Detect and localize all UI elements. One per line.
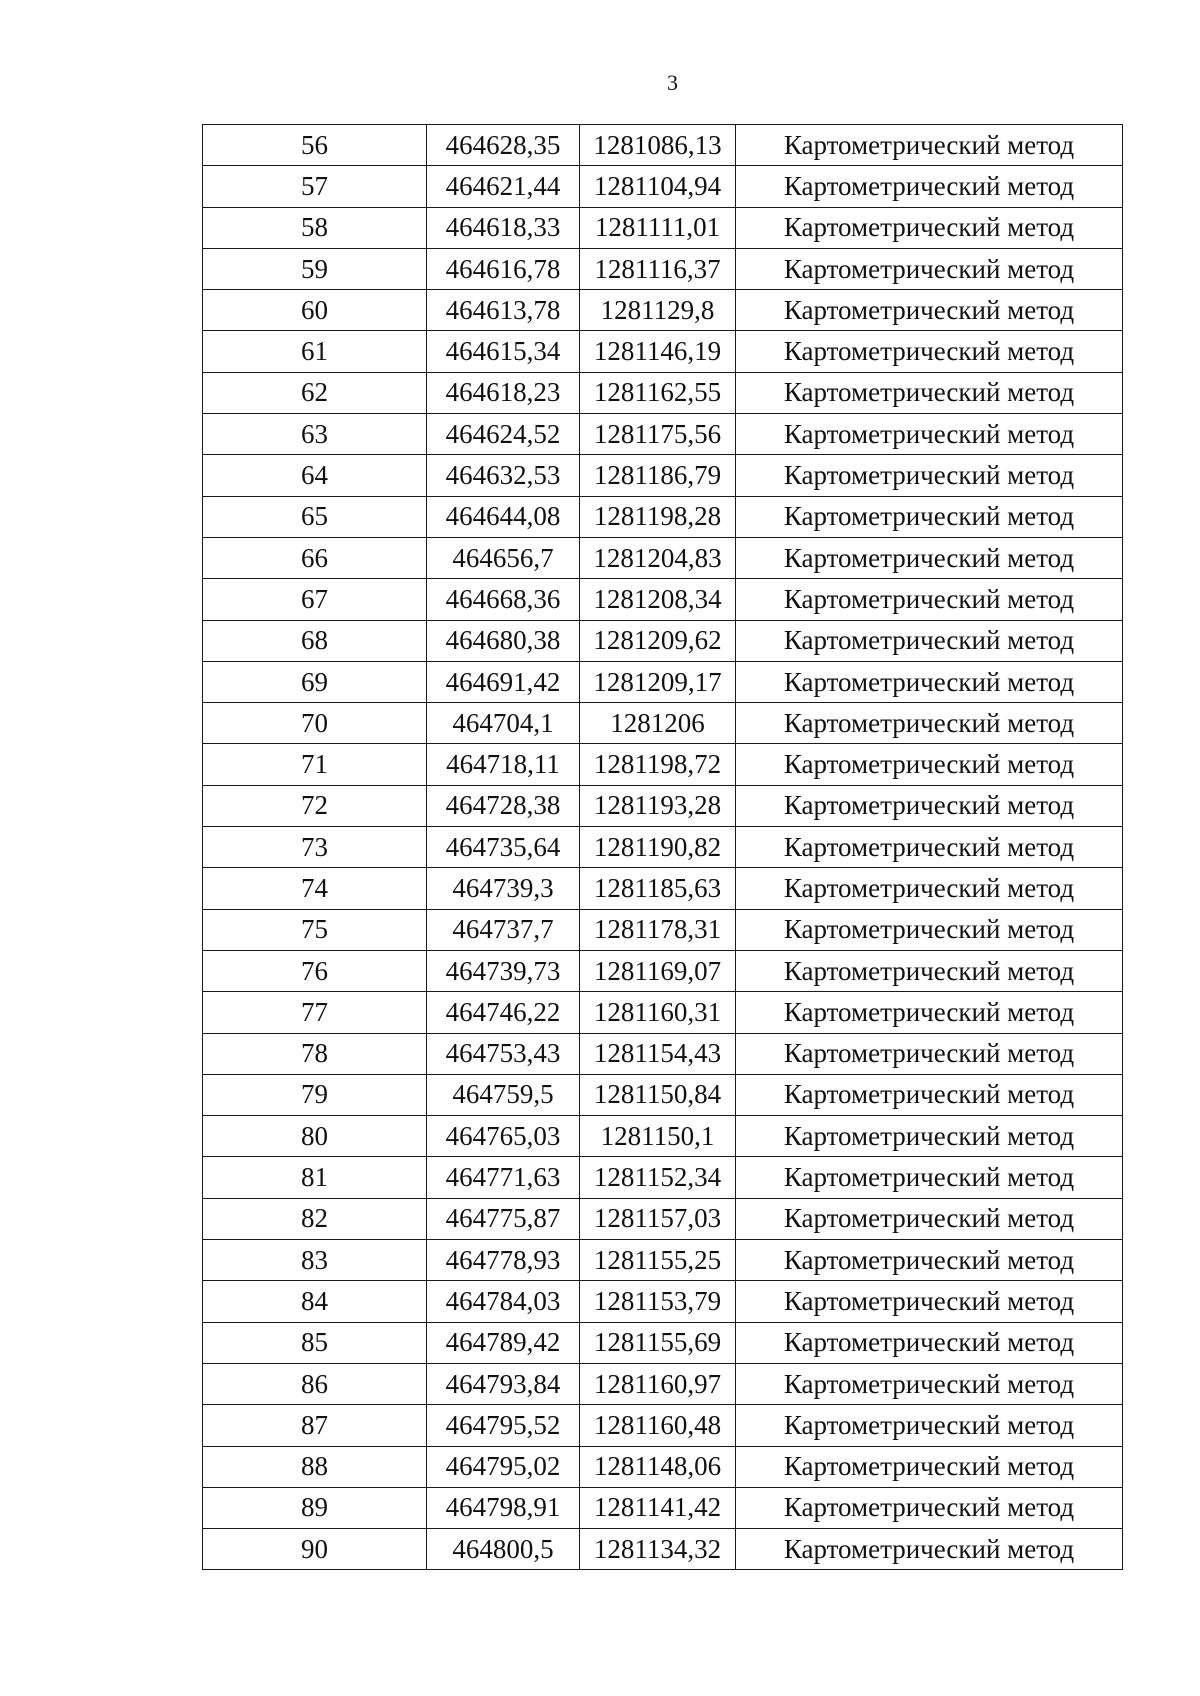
y-coordinate-cell: 1281198,28 (580, 496, 736, 537)
x-coordinate-cell: 464644,08 (427, 496, 580, 537)
point-number-cell: 86 (203, 1363, 427, 1404)
y-coordinate-cell: 1281150,84 (580, 1074, 736, 1115)
table-row (203, 1033, 1123, 1074)
y-coordinate-cell: 1281186,79 (580, 455, 736, 496)
method-cell: Картометрический метод (736, 1240, 1123, 1281)
method-cell: Картометрический метод (736, 537, 1123, 578)
point-number-cell: 56 (203, 125, 427, 166)
table-row (203, 1446, 1123, 1487)
y-coordinate-cell: 1281193,28 (580, 785, 736, 826)
x-coordinate-cell: 464616,78 (427, 248, 580, 289)
y-coordinate-cell: 1281162,55 (580, 372, 736, 413)
x-coordinate-cell: 464798,91 (427, 1487, 580, 1528)
method-cell: Картометрический метод (736, 1033, 1123, 1074)
method-cell: Картометрический метод (736, 703, 1123, 744)
table-row (203, 620, 1123, 661)
method-cell: Картометрический метод (736, 1198, 1123, 1239)
x-coordinate-cell: 464618,33 (427, 207, 580, 248)
table-row (203, 661, 1123, 702)
method-cell: Картометрический метод (736, 1116, 1123, 1157)
table-row (203, 248, 1123, 289)
table-row (203, 1363, 1123, 1404)
table-row (203, 1240, 1123, 1281)
x-coordinate-cell: 464739,3 (427, 868, 580, 909)
y-coordinate-cell: 1281157,03 (580, 1198, 736, 1239)
method-cell: Картометрический метод (736, 248, 1123, 289)
x-coordinate-cell: 464735,64 (427, 827, 580, 868)
point-number-cell: 76 (203, 950, 427, 991)
y-coordinate-cell: 1281160,31 (580, 992, 736, 1033)
y-coordinate-cell: 1281134,32 (580, 1529, 736, 1570)
x-coordinate-cell: 464737,7 (427, 909, 580, 950)
y-coordinate-cell: 1281160,97 (580, 1363, 736, 1404)
y-coordinate-cell: 1281086,13 (580, 125, 736, 166)
x-coordinate-cell: 464778,93 (427, 1240, 580, 1281)
point-number-cell: 79 (203, 1074, 427, 1115)
table-row (203, 290, 1123, 331)
point-number-cell: 75 (203, 909, 427, 950)
point-number-cell: 66 (203, 537, 427, 578)
y-coordinate-cell: 1281160,48 (580, 1405, 736, 1446)
x-coordinate-cell: 464718,11 (427, 744, 580, 785)
y-coordinate-cell: 1281104,94 (580, 166, 736, 207)
x-coordinate-cell: 464628,35 (427, 125, 580, 166)
point-number-cell: 65 (203, 496, 427, 537)
method-cell: Картометрический метод (736, 620, 1123, 661)
point-number-cell: 82 (203, 1198, 427, 1239)
y-coordinate-cell: 1281175,56 (580, 414, 736, 455)
point-number-cell: 64 (203, 455, 427, 496)
x-coordinate-cell: 464765,03 (427, 1116, 580, 1157)
table-row (203, 868, 1123, 909)
x-coordinate-cell: 464613,78 (427, 290, 580, 331)
table-row (203, 455, 1123, 496)
point-number-cell: 63 (203, 414, 427, 455)
point-number-cell: 81 (203, 1157, 427, 1198)
point-number-cell: 85 (203, 1322, 427, 1363)
point-number-cell: 69 (203, 661, 427, 702)
method-cell: Картометрический метод (736, 909, 1123, 950)
table-row (203, 1405, 1123, 1446)
table-row (203, 785, 1123, 826)
table-row (203, 1322, 1123, 1363)
table-row (203, 1198, 1123, 1239)
y-coordinate-cell: 1281153,79 (580, 1281, 736, 1322)
table-row (203, 1281, 1123, 1322)
method-cell: Картометрический метод (736, 496, 1123, 537)
method-cell: Картометрический метод (736, 290, 1123, 331)
table-row (203, 579, 1123, 620)
point-number-cell: 87 (203, 1405, 427, 1446)
y-coordinate-cell: 1281116,37 (580, 248, 736, 289)
point-number-cell: 74 (203, 868, 427, 909)
method-cell: Картометрический метод (736, 372, 1123, 413)
table-row (203, 703, 1123, 744)
method-cell: Картометрический метод (736, 950, 1123, 991)
table-row (203, 909, 1123, 950)
method-cell: Картометрический метод (736, 1322, 1123, 1363)
x-coordinate-cell: 464771,63 (427, 1157, 580, 1198)
x-coordinate-cell: 464789,42 (427, 1322, 580, 1363)
y-coordinate-cell: 1281204,83 (580, 537, 736, 578)
x-coordinate-cell: 464704,1 (427, 703, 580, 744)
table-row (203, 744, 1123, 785)
point-number-cell: 57 (203, 166, 427, 207)
table-row (203, 207, 1123, 248)
method-cell: Картометрический метод (736, 579, 1123, 620)
x-coordinate-cell: 464668,36 (427, 579, 580, 620)
point-number-cell: 62 (203, 372, 427, 413)
table-row (203, 1074, 1123, 1115)
table-row (203, 1157, 1123, 1198)
x-coordinate-cell: 464775,87 (427, 1198, 580, 1239)
table-row (203, 496, 1123, 537)
y-coordinate-cell: 1281185,63 (580, 868, 736, 909)
table-row (203, 992, 1123, 1033)
point-number-cell: 83 (203, 1240, 427, 1281)
page-number: 3 (667, 70, 678, 95)
x-coordinate-cell: 464624,52 (427, 414, 580, 455)
method-cell: Картометрический метод (736, 1405, 1123, 1446)
x-coordinate-cell: 464691,42 (427, 661, 580, 702)
x-coordinate-cell: 464800,5 (427, 1529, 580, 1570)
point-number-cell: 90 (203, 1529, 427, 1570)
x-coordinate-cell: 464795,02 (427, 1446, 580, 1487)
coordinates-table-body (203, 125, 1123, 1570)
x-coordinate-cell: 464753,43 (427, 1033, 580, 1074)
method-cell: Картометрический метод (736, 1363, 1123, 1404)
point-number-cell: 77 (203, 992, 427, 1033)
table-row (203, 414, 1123, 455)
point-number-cell: 73 (203, 827, 427, 868)
method-cell: Картометрический метод (736, 1157, 1123, 1198)
table-row (203, 125, 1123, 166)
x-coordinate-cell: 464618,23 (427, 372, 580, 413)
point-number-cell: 80 (203, 1116, 427, 1157)
table-row (203, 827, 1123, 868)
method-cell: Картометрический метод (736, 661, 1123, 702)
method-cell: Картометрический метод (736, 992, 1123, 1033)
method-cell: Картометрический метод (736, 1529, 1123, 1570)
point-number-cell: 67 (203, 579, 427, 620)
y-coordinate-cell: 1281209,62 (580, 620, 736, 661)
x-coordinate-cell: 464793,84 (427, 1363, 580, 1404)
method-cell: Картометрический метод (736, 1446, 1123, 1487)
x-coordinate-cell: 464632,53 (427, 455, 580, 496)
y-coordinate-cell: 1281148,06 (580, 1446, 736, 1487)
point-number-cell: 70 (203, 703, 427, 744)
method-cell: Картометрический метод (736, 1281, 1123, 1322)
method-cell: Картометрический метод (736, 868, 1123, 909)
y-coordinate-cell: 1281152,34 (580, 1157, 736, 1198)
table-row (203, 1116, 1123, 1157)
point-number-cell: 58 (203, 207, 427, 248)
method-cell: Картометрический метод (736, 1487, 1123, 1528)
point-number-cell: 89 (203, 1487, 427, 1528)
y-coordinate-cell: 1281178,31 (580, 909, 736, 950)
y-coordinate-cell: 1281208,34 (580, 579, 736, 620)
y-coordinate-cell: 1281198,72 (580, 744, 736, 785)
method-cell: Картометрический метод (736, 166, 1123, 207)
y-coordinate-cell: 1281154,43 (580, 1033, 736, 1074)
y-coordinate-cell: 1281150,1 (580, 1116, 736, 1157)
method-cell: Картометрический метод (736, 1074, 1123, 1115)
x-coordinate-cell: 464759,5 (427, 1074, 580, 1115)
y-coordinate-cell: 1281209,17 (580, 661, 736, 702)
y-coordinate-cell: 1281190,82 (580, 827, 736, 868)
x-coordinate-cell: 464621,44 (427, 166, 580, 207)
table-row (203, 537, 1123, 578)
x-coordinate-cell: 464656,7 (427, 537, 580, 578)
y-coordinate-cell: 1281155,25 (580, 1240, 736, 1281)
table-row (203, 331, 1123, 372)
method-cell: Картометрический метод (736, 207, 1123, 248)
coordinates-table (202, 124, 1123, 1570)
method-cell: Картометрический метод (736, 125, 1123, 166)
y-coordinate-cell: 1281206 (580, 703, 736, 744)
y-coordinate-cell: 1281129,8 (580, 290, 736, 331)
method-cell: Картометрический метод (736, 827, 1123, 868)
method-cell: Картометрический метод (736, 414, 1123, 455)
point-number-cell: 88 (203, 1446, 427, 1487)
y-coordinate-cell: 1281111,01 (580, 207, 736, 248)
method-cell: Картометрический метод (736, 331, 1123, 372)
table-row (203, 1487, 1123, 1528)
x-coordinate-cell: 464784,03 (427, 1281, 580, 1322)
point-number-cell: 68 (203, 620, 427, 661)
x-coordinate-cell: 464746,22 (427, 992, 580, 1033)
y-coordinate-cell: 1281169,07 (580, 950, 736, 991)
x-coordinate-cell: 464795,52 (427, 1405, 580, 1446)
point-number-cell: 61 (203, 331, 427, 372)
x-coordinate-cell: 464728,38 (427, 785, 580, 826)
table-row (203, 950, 1123, 991)
point-number-cell: 78 (203, 1033, 427, 1074)
method-cell: Картометрический метод (736, 744, 1123, 785)
point-number-cell: 72 (203, 785, 427, 826)
x-coordinate-cell: 464739,73 (427, 950, 580, 991)
table-row (203, 1529, 1123, 1570)
method-cell: Картометрический метод (736, 785, 1123, 826)
y-coordinate-cell: 1281146,19 (580, 331, 736, 372)
method-cell: Картометрический метод (736, 455, 1123, 496)
point-number-cell: 71 (203, 744, 427, 785)
table-row (203, 372, 1123, 413)
x-coordinate-cell: 464680,38 (427, 620, 580, 661)
point-number-cell: 84 (203, 1281, 427, 1322)
y-coordinate-cell: 1281155,69 (580, 1322, 736, 1363)
x-coordinate-cell: 464615,34 (427, 331, 580, 372)
table-row (203, 166, 1123, 207)
point-number-cell: 59 (203, 248, 427, 289)
y-coordinate-cell: 1281141,42 (580, 1487, 736, 1528)
point-number-cell: 60 (203, 290, 427, 331)
